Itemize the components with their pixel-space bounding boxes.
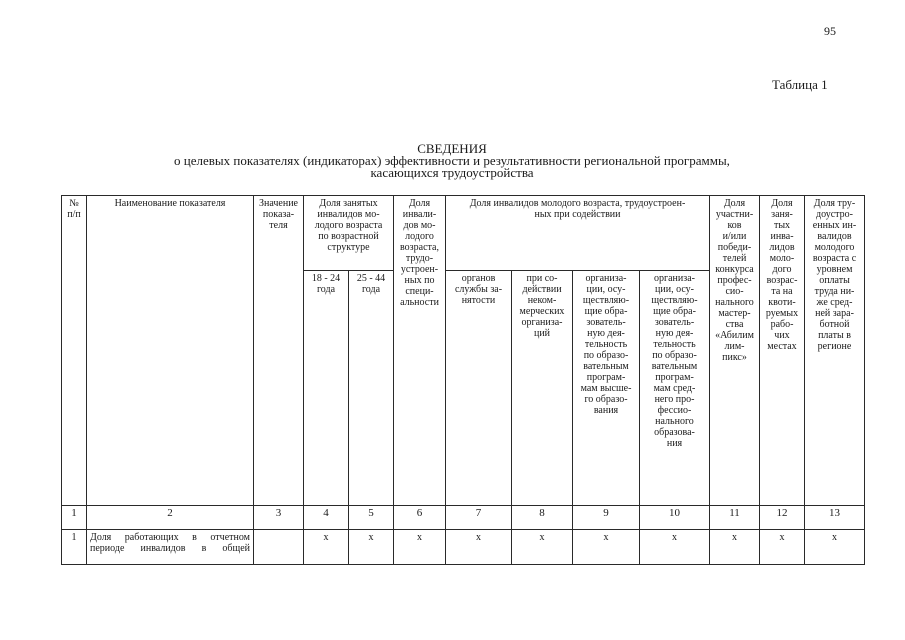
row-cell: x [446, 530, 512, 565]
indicators-table [61, 195, 865, 565]
row-value [254, 530, 304, 565]
column-number: 13 [805, 506, 865, 530]
header-age-18-24: 18 - 24 года [304, 271, 349, 506]
header-age-25-44: 25 - 44 года [349, 271, 394, 506]
header-name: Наименование показателя [87, 196, 254, 506]
column-number: 6 [394, 506, 446, 530]
row-cell: x [640, 530, 710, 565]
document-heading [96, 143, 808, 179]
row-cell: x [760, 530, 805, 565]
header-row-1 [62, 196, 865, 271]
header-value: Значение показа- теля [254, 196, 304, 506]
header-employment-service: органов службы за- нятости [446, 271, 512, 506]
heading-title: СВЕДЕНИЯ [417, 141, 487, 156]
header-wage: Доля тру- доустро- енных ин- валидов молодого возраста с уровнем оплаты труда ни- же сред- ней зара- ботной платы в регионе [805, 196, 865, 506]
header-employed-special: Доля инвали- дов мо- лодого возраста, трудо- устроен- ных по специ- альности [394, 196, 446, 506]
column-number: 5 [349, 506, 394, 530]
row-cell: x [394, 530, 446, 565]
row-cell: x [349, 530, 394, 565]
page-number: 95 [824, 24, 836, 38]
column-number: 11 [710, 506, 760, 530]
header-num: № п/п [62, 196, 87, 506]
header-quota: Доля заня- тых инва- лидов моло- дого возрас- та на квоти- руемых рабо- чих местах [760, 196, 805, 506]
column-number: 7 [446, 506, 512, 530]
column-number: 4 [304, 506, 349, 530]
row-cell: x [512, 530, 573, 565]
row-number: 1 [62, 530, 87, 565]
heading-subtitle-line-1: о целевых показателях (индикаторах) эффективности и результативности региональной программы, [174, 153, 730, 168]
header-nonprofit: при со- действии неком- мерческих организа- ций [512, 271, 573, 506]
header-higher-ed: организа- ции, осу- ществляю- щие обра- зователь- ную дея- тельность по образо- вательным програм- мам высше- го образо- вания [573, 271, 640, 506]
table-row [62, 530, 865, 565]
header-abilympics: Доля участни- ков и/или победи- телей конкурса профес- сио- нального мастер- ства «Абилим лим- пикс» [710, 196, 760, 506]
column-number: 10 [640, 506, 710, 530]
column-numbers-row [62, 506, 865, 530]
header-assisted-group: Доля инвалидов молодого возраста, трудоустроен- ных при содействии [446, 196, 710, 271]
column-number: 2 [87, 506, 254, 530]
row-cell: x [710, 530, 760, 565]
row-cell: x [805, 530, 865, 565]
header-employed-group: Доля занятых инвалидов мо- лодого возраста по возрастной структуре [304, 196, 394, 271]
column-number: 3 [254, 506, 304, 530]
table-label: Таблица 1 [772, 77, 828, 92]
column-number: 8 [512, 506, 573, 530]
heading-subtitle-line-2: касающихся трудоустройства [370, 165, 534, 180]
header-secondary-ed: организа- ции, осу- ществляю- щие обра- зователь- ную дея- тельность по образо- вательным програм- мам сред- него про- фессио- нального образова- ния [640, 271, 710, 506]
column-number: 9 [573, 506, 640, 530]
row-cell: x [573, 530, 640, 565]
column-number: 1 [62, 506, 87, 530]
row-cell: x [304, 530, 349, 565]
row-indicator-name: Доля работающих в отчетном периоде инвалидов в общей [87, 530, 254, 565]
column-number: 12 [760, 506, 805, 530]
